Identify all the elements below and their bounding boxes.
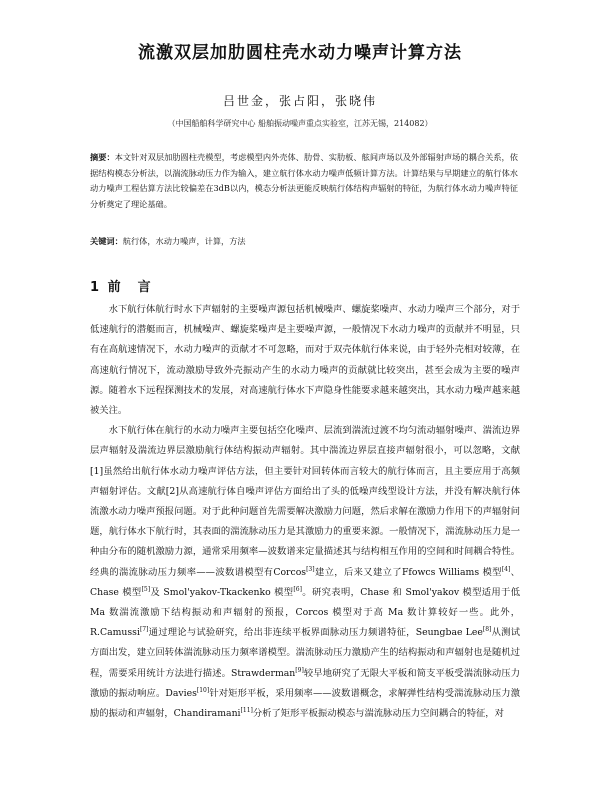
citation: [5] <box>141 585 151 593</box>
p2-part: 。研究表明，Chase 和 Smol'yakov 模型适用于低 Ma 数湍流激励下结构振动和声辐射的预报，Corcos 模型对于高 Ma 数计算较好一些。此外，R.Camussi <box>90 586 521 639</box>
p2-part: 分析了矩形平板振动模态与湍流脉动压力空间耦合的特征，对 <box>252 708 504 720</box>
p2-part: 针对矩形平板，采用频率——波数谱概念，求解弹性结构受湍流脉动压力激励的振动和声辐射，Chandiramani <box>90 687 520 720</box>
paragraph-1: 水下航行体航行时水下声辐射的主要噪声源包括机械噪声、螺旋桨噪声、水动力噪声三个部分，对于低速航行的潜艇而言，机械噪声、螺旋桨噪声是主要噪声源，一般情况下水动力噪声的贡献并不明显，只有在高航速情况下，水动力噪声的贡献才不可忽略，而对于双壳体航行体来说，由于轻外壳相对较薄，在高速航行情况下，流动激励导致外壳振动产生的水动力噪声的贡献就比较突出，甚至会成为主要的噪声源。随着水下远程探测技术的发展，对高速航行体水下声隐身性能要求越来越突出，其水动力噪声越来越被关注。 <box>90 304 520 417</box>
p2-part: 通过理论与试验研究，给出非连续平板界面脉动压力频谱特征，Seungbae Lee <box>148 627 483 639</box>
citation: [8] <box>482 626 492 634</box>
abstract-text: 本文针对双层加肋圆柱壳模型，考虑模型内外壳体、肋骨、实肋板、舷间声场以及外部辐射声场的耦合关系，依据结构模态分析法，以湍流脉动压力作为输入，建立航行体水动力噪声低频计算方法。计算结果与早期建立的航行体水动力噪声工程估算方法比较偏差在3dB以内，模态分析法更能反映航行体结构声辐射的特征，为航行体水动力噪声特征分析奠定了理论基础。 <box>90 152 518 209</box>
body-text <box>90 300 520 724</box>
paragraph-2 <box>90 421 520 724</box>
citation: [6] <box>293 585 302 593</box>
p2-part: 及 Smol'yakov-Tkackenko 模型 <box>150 586 294 598</box>
abstract-label: 摘要： <box>90 152 115 162</box>
citation: [9] <box>295 666 304 674</box>
paper-affiliation: （中国船舶科学研究中心 船舶振动噪声重点实验室，江苏无锡，214082） <box>167 119 433 128</box>
keywords-text: 航行体，水动力噪声，计算，方法 <box>122 236 246 246</box>
citation: [10] <box>196 686 210 694</box>
p2-part: 建立，后来又建立了Ffowcs Williams 模型 <box>314 566 502 578</box>
abstract <box>90 150 518 212</box>
section-heading-introduction: 1 前 言 <box>90 280 153 295</box>
paper-authors: 吕世金，张占阳，张晓伟 <box>222 94 377 108</box>
p2-part: 、Chase 模型 <box>90 566 520 598</box>
paper-title: 流激双层加肋圆柱壳水动力噪声计算方法 <box>138 43 462 63</box>
citation: [4] <box>501 565 511 573</box>
p2-part: 水下航行体在航行的水动力噪声主要包括空化噪声、层流到湍流过渡不均匀流动辐射噪声、湍流边界层声辐射及湍流边界层激励航行体结构振动声辐射。其中湍流边界层直接声辐射很小，可以忽略，文献[1]虽然给出航行体水动力噪声评估方法，但主要针对回转体而言较大的航行体而言，且主要应用于高频声辐射评估。文献[2]从高速航行体自噪声评估方面给出了头的低噪声线型设计方法，并没有解决航行体流激水动力噪声预报问题。对于此种问题首先需要解决激励力问题，然后求解在激励力作用下的声辐射问题，航行体水下航行时，其表面的湍流脉动压力是其激励力的重要来源。一般情况下，湍流脉动压力是一种由分布的随机激励力源，通常采用频率—波数谱来定量描述其与结构相互作用的空间和时间耦合特性。经典的湍流脉动压力频率——波数谱模型有Corcos <box>90 425 520 578</box>
citation: [3] <box>306 565 315 573</box>
keywords-label: 关键词： <box>90 236 123 246</box>
p2-part: 从测试方面出发，建立回转体湍流脉动压力频率谱模型。湍流脉动压力激励产生的结构振动和声辐射也是随机过程，需要采用统计方法进行描述。Strawderman <box>90 627 520 679</box>
keywords <box>90 236 518 247</box>
citation: [7] <box>139 626 149 634</box>
p2-part: 较早地研究了无限大平板和简支平板受湍流脉动压力激励的振动响应。Davies <box>90 667 520 699</box>
citation: [11] <box>240 706 253 714</box>
